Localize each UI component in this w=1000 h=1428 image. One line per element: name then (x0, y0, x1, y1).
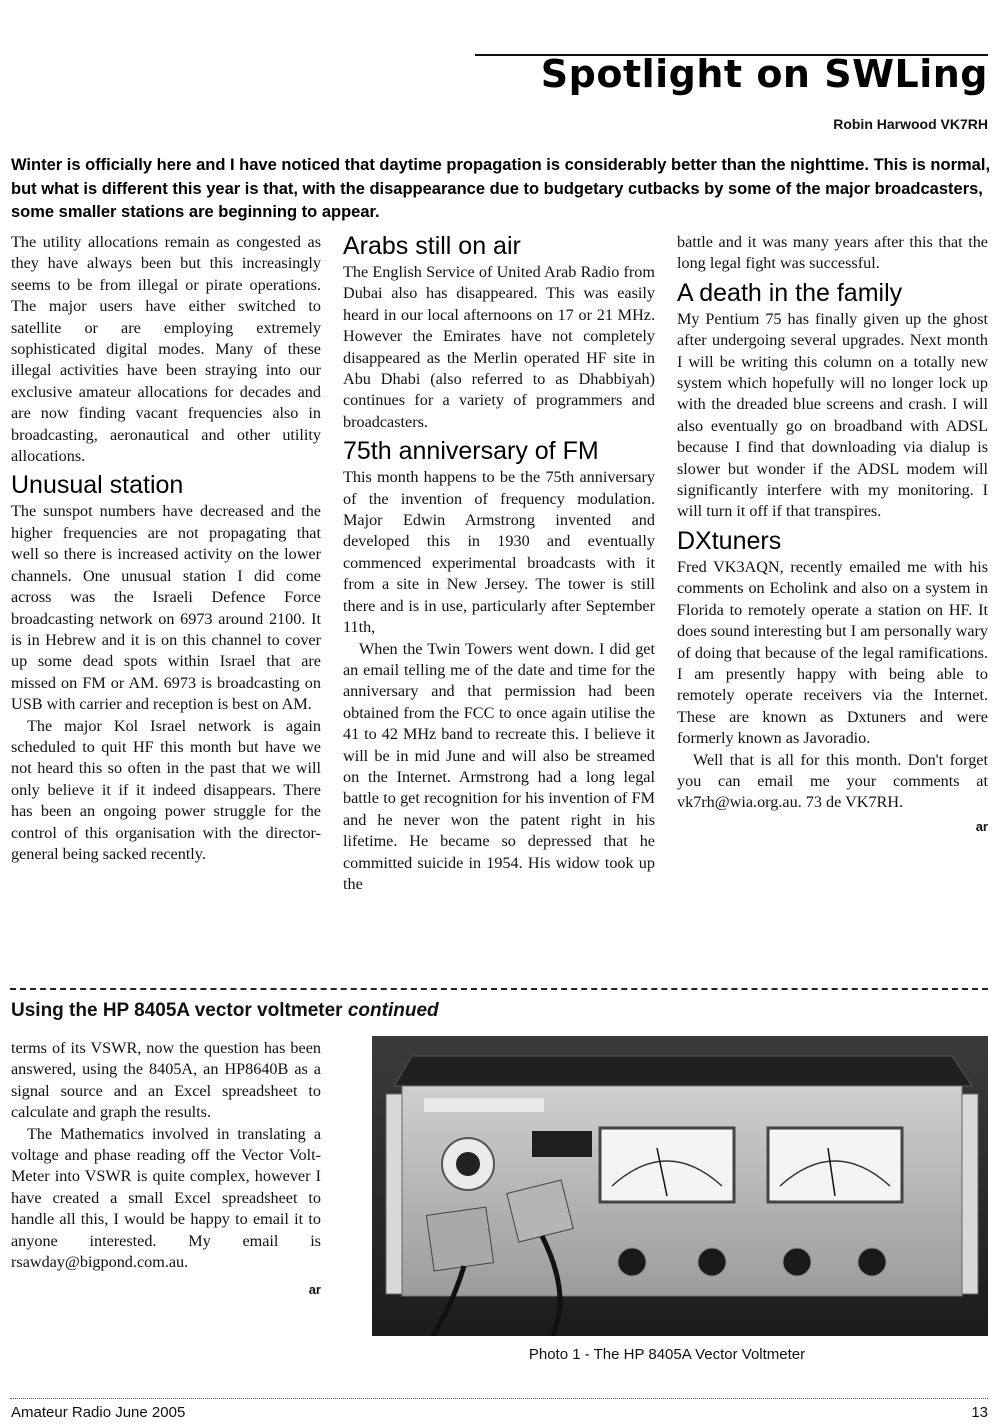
column-1 (11, 232, 321, 865)
footer-rule (10, 1398, 988, 1399)
end-mark: ar (975, 818, 988, 834)
voltmeter-photo (372, 1036, 988, 1336)
page-title: Spotlight on SWLing (540, 52, 988, 96)
page-number: 13 (971, 1404, 988, 1421)
voltmeter-illustration (372, 1036, 988, 1336)
col1-para-3: The major Kol Israel network is again scheduled to quit HF this month but have we not heard this so often in the past that we will only believe it if it indeed disappears. There has been an ongoing power struggle for the control of this organisation with the director-general being sacked recently. (11, 716, 321, 863)
byline: Robin Harwood VK7RH (833, 116, 988, 132)
footer-publication: Amateur Radio June 2005 (11, 1404, 186, 1421)
col2-para-3: When the Twin Towers went down. I did get an email telling me of the date and time for the anniversary and that permission had been obtained from the FCC to once again utilise the 41 to 42 MHz band to recreate this. I believe it will be in mid June and will also be streamed on the Internet. Armstrong had a long legal battle to get recognition for his invention of FM and he never won the patent right in his lifetime. He became so depressed that he committed suicide in 1954. His widow took up the (343, 639, 655, 893)
section2-title (11, 1000, 439, 1022)
section2-title-main: Using the HP 8405A vector voltmeter (11, 1000, 343, 1021)
col1-para-2: The sunspot numbers have decreased and the higher frequencies are not propagating that well so there is increased activity on the lower channels. One unusual station I did come across was the Israeli Defence Force broadcasting network on 6973 around 2100. It is in Hebrew and it is on this channel to cover up some dead spots within Israel that are missed on FM or AM. 6973 is broadcasting on USB with carrier and reception is best on AM. (11, 502, 321, 714)
section2-column (11, 1038, 321, 1301)
col1-para-1: The utility allocations remain as congested as they have always been but this increasingly seems to be from illegal or pirate operations. The major users have either switched to satellite or are employing extremely sophisticated digital modes. Many of these illegal activities have been straying into our exclusive amateur allocations for decades and are now finding vacant frequencies also in broadcasting, aeronautical and other utility allocations. (11, 233, 321, 466)
col2-para-1: The English Service of United Arab Radio from Dubai also has disappeared. This was easily heard in our local afternoons on 17 or 21 MHz. However the Emirates have not completely disappeared as the Merlin operated HF site in Abu Dhabi (also referred to as Dhabbiyah) continues for a variety of programmers and broadcasters. (343, 263, 655, 431)
col3-para-4: Well that is all for this month. Don't forget you can email me your comments at vk7rh@wia.org.au. 73 de VK7RH. (677, 750, 988, 812)
heading-unusual-station: Unusual station (11, 471, 184, 500)
col3-para-1: battle and it was many years after this that the long legal fight was successful. (677, 233, 988, 273)
sec2-para-2: The Mathematics involved in translating a voltage and phase reading off the Vector Volt-Meter into VSWR is quite complex, however I have created a small Excel spreadsheet to handle all this, I would be happy to email it to anyone interested. My email is rsawday@bigpond.com.au. (11, 1124, 321, 1272)
column-3 (677, 232, 988, 837)
heading-death-family: A death in the family (677, 278, 903, 307)
heading-dxtuners: DXtuners (677, 526, 782, 555)
heading-75th-fm: 75th anniversary of FM (343, 437, 599, 466)
photo-caption: Photo 1 - The HP 8405A Vector Voltmeter (528, 1346, 806, 1363)
col3-para-2: My Pentium 75 has finally given up the ghost after undergoing several upgrades. Next month I will be writing this column on a totally new system which hopefully will no longer lock up with the dreaded blue screens and crash. I will also eventually go on broadband with ADSL because I find that downloading via dialup is slower but wonder if the ADSL modem will significantly interfere with my monitoring. I will turn it off if that transpires. (677, 309, 988, 521)
section-divider (10, 988, 988, 990)
section2-title-suffix: continued (347, 1000, 439, 1021)
sec2-end-mark: ar (308, 1282, 321, 1298)
heading-arabs: Arabs still on air (343, 232, 521, 260)
col2-para-2: This month happens to be the 75th anniversary of the invention of frequency modulation. Major Edwin Armstrong invented and developed this in 1930 and eventually commenced experimental broadcasts with it from a site in New Jersey. The tower is still there and is in use, particularly after September 11th, (343, 468, 655, 637)
intro-paragraph: Winter is officially here and I have noticed that daytime propagation is considerably better than the nighttime. This is normal, but what is different this year is that, with the disappearance due to budgetary cutbacks by some of the major broadcasters, some smaller stations are beginning to appear. (11, 156, 991, 221)
col3-para-3: Fred VK3AQN, recently emailed me with his comments on Echolink and also on a system in Florida to remotely operate a station on HF. It does sound interesting but I am personally wary of doing that because of the legal ramifications. I am presently happy with being able to remotely operate receivers via the Internet. These are known as Dxtuners and were formerly known as Javoradio. (677, 557, 988, 748)
column-2 (343, 230, 655, 895)
sec2-para-1: terms of its VSWR, now the question has been answered, using the 8405A, an HP8640B as a signal source and an Excel spreadsheet to calculate and graph the results. (11, 1039, 321, 1122)
